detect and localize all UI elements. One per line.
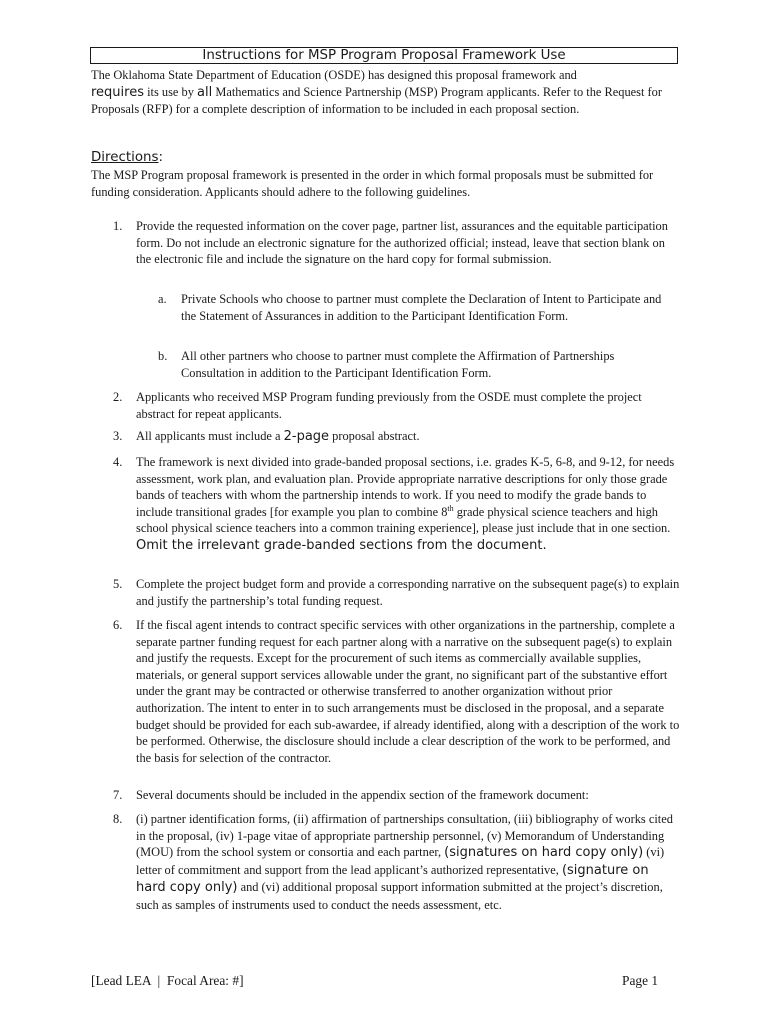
sub-letter: a. — [158, 292, 167, 306]
item4-mid: grade physical science teachers and high school physical science teachers into a common training experience], please just include that in one section. — [136, 504, 671, 536]
item4-emphasis: Omit the irrelevant grade-banded sections from the document. — [136, 537, 547, 553]
directions-colon: : — [158, 150, 163, 165]
list-number: 4. — [113, 455, 123, 469]
list-number: 6. — [113, 618, 123, 632]
item3-post: proposal abstract. — [329, 429, 420, 443]
sub-text: Private Schools who choose to partner must complete the Declaration of Intent to Participate and the Statement of Assurances in addition to the Participant Identification Form. — [181, 292, 662, 323]
intro-all: all — [197, 84, 213, 100]
list-text — [136, 428, 681, 446]
item8-emphasis-2: (signature on hard copy only) — [136, 862, 649, 896]
item4-pre: The framework is next divided into grade-banded proposal sections, i.e. grades K-5, 6-8, and 9-12, for needs assessment, work plan, and evaluation plan. Provide appropriate narrative descriptions for only those grade bands of teachers with whom the partnership intends to work. If you need to modify the grade bands to include transitional grades [for example you plan to combine 8 — [136, 455, 675, 519]
list-text: Several documents should be included in the appendix section of the framework document: — [136, 788, 589, 802]
page-title: Instructions for MSP Program Proposal Framework Use — [90, 47, 678, 64]
intro-text-3: Mathematics and Science Partnership (MSP) Program applicants. Refer to the Request for Proposals (RFP) for a complete description of information to be included in each proposal section. — [91, 84, 662, 117]
sub-text: All other partners who choose to partner must complete the Affirmation of Partnerships Consultation in addition to the Participant Identification Form. — [181, 349, 615, 380]
list-number: 5. — [113, 577, 123, 591]
list-text — [136, 454, 681, 555]
item8-emphasis-1: (signatures on hard copy only) — [444, 845, 644, 861]
item8-text-2: (vi) letter of commitment and support from the lead applicant’s authorized representative, — [136, 845, 665, 877]
item4-superscript: th — [447, 503, 454, 513]
list-number: 2. — [113, 390, 123, 404]
directions-heading — [91, 150, 163, 167]
footer-lea-label: [Lead LEA | Focal Area: #] — [91, 973, 244, 988]
directions-text: The MSP Program proposal framework is presented in the order in which formal proposals must be submitted for funding consideration. Applicants should adhere to the following guidelines. — [91, 168, 654, 199]
list-text: Provide the requested information on the cover page, partner list, assurances and the equitable participation form. Do not include an electronic signature for the authorized official; instead, leave that section blank on the electronic file and include the signature on the hard copy for formal submission. — [136, 219, 668, 267]
intro-text-1: The Oklahoma State Department of Education (OSDE) has designed this proposal framework and — [91, 68, 577, 82]
list-number: 7. — [113, 788, 123, 802]
item3-emphasis: 2-page — [283, 429, 330, 444]
page-number: Page 1 — [622, 973, 659, 988]
intro-requires: requires — [91, 84, 144, 100]
list-text — [136, 811, 681, 914]
intro-text-2: its use by — [144, 84, 198, 99]
directions-heading-label: Directions — [91, 150, 159, 165]
list-text: If the fiscal agent intends to contract specific services with other organizations in the partnership, complete a separate partner funding request for each partner along with a narrative on the subsequent page(s) to explain and justify the requests. Except for the procurement of such items as commercially available supplies, materials, or general support services allowable under the grant, no significant part of the substantive effort under the grant may be contracted or otherwise transferred to another organization without prior authorization. The intent to enter in to such arrangements must be disclosed in the proposal, and a separate budget should be provided for each sub-awardee, if already identified, along with a description of the work to be performed. Otherwise, the disclosure should include a clear description of the work to be performed, and the basis for selection of the contractor. — [136, 618, 680, 765]
item8-text-3: and (vi) additional proposal support information submitted at the project’s discretion, such as samples of instruments used to conduct the needs assessment, etc. — [136, 880, 663, 912]
item8-text-1: (i) partner identification forms, (ii) affirmation of partnerships consultation, (iii) bibliography of works cited in the proposal, (iv) 1-page vitae of appropriate partnership personnel, (v) Memorandum of Understanding (MOU) from the school system or consortia and each partner, — [136, 812, 673, 860]
sub-letter: b. — [158, 349, 168, 363]
intro-paragraph — [91, 67, 671, 118]
list-text: Complete the project budget form and provide a corresponding narrative on the subsequent page(s) to explain and justify the partnership’s total funding request. — [136, 577, 680, 608]
list-number: 1. — [113, 219, 123, 233]
list-text: Applicants who received MSP Program funding previously from the OSDE must complete the project abstract for repeat applicants. — [136, 390, 642, 421]
list-number: 8. — [113, 812, 123, 826]
item3-pre: All applicants must include a — [136, 429, 284, 443]
list-number: 3. — [113, 429, 123, 443]
